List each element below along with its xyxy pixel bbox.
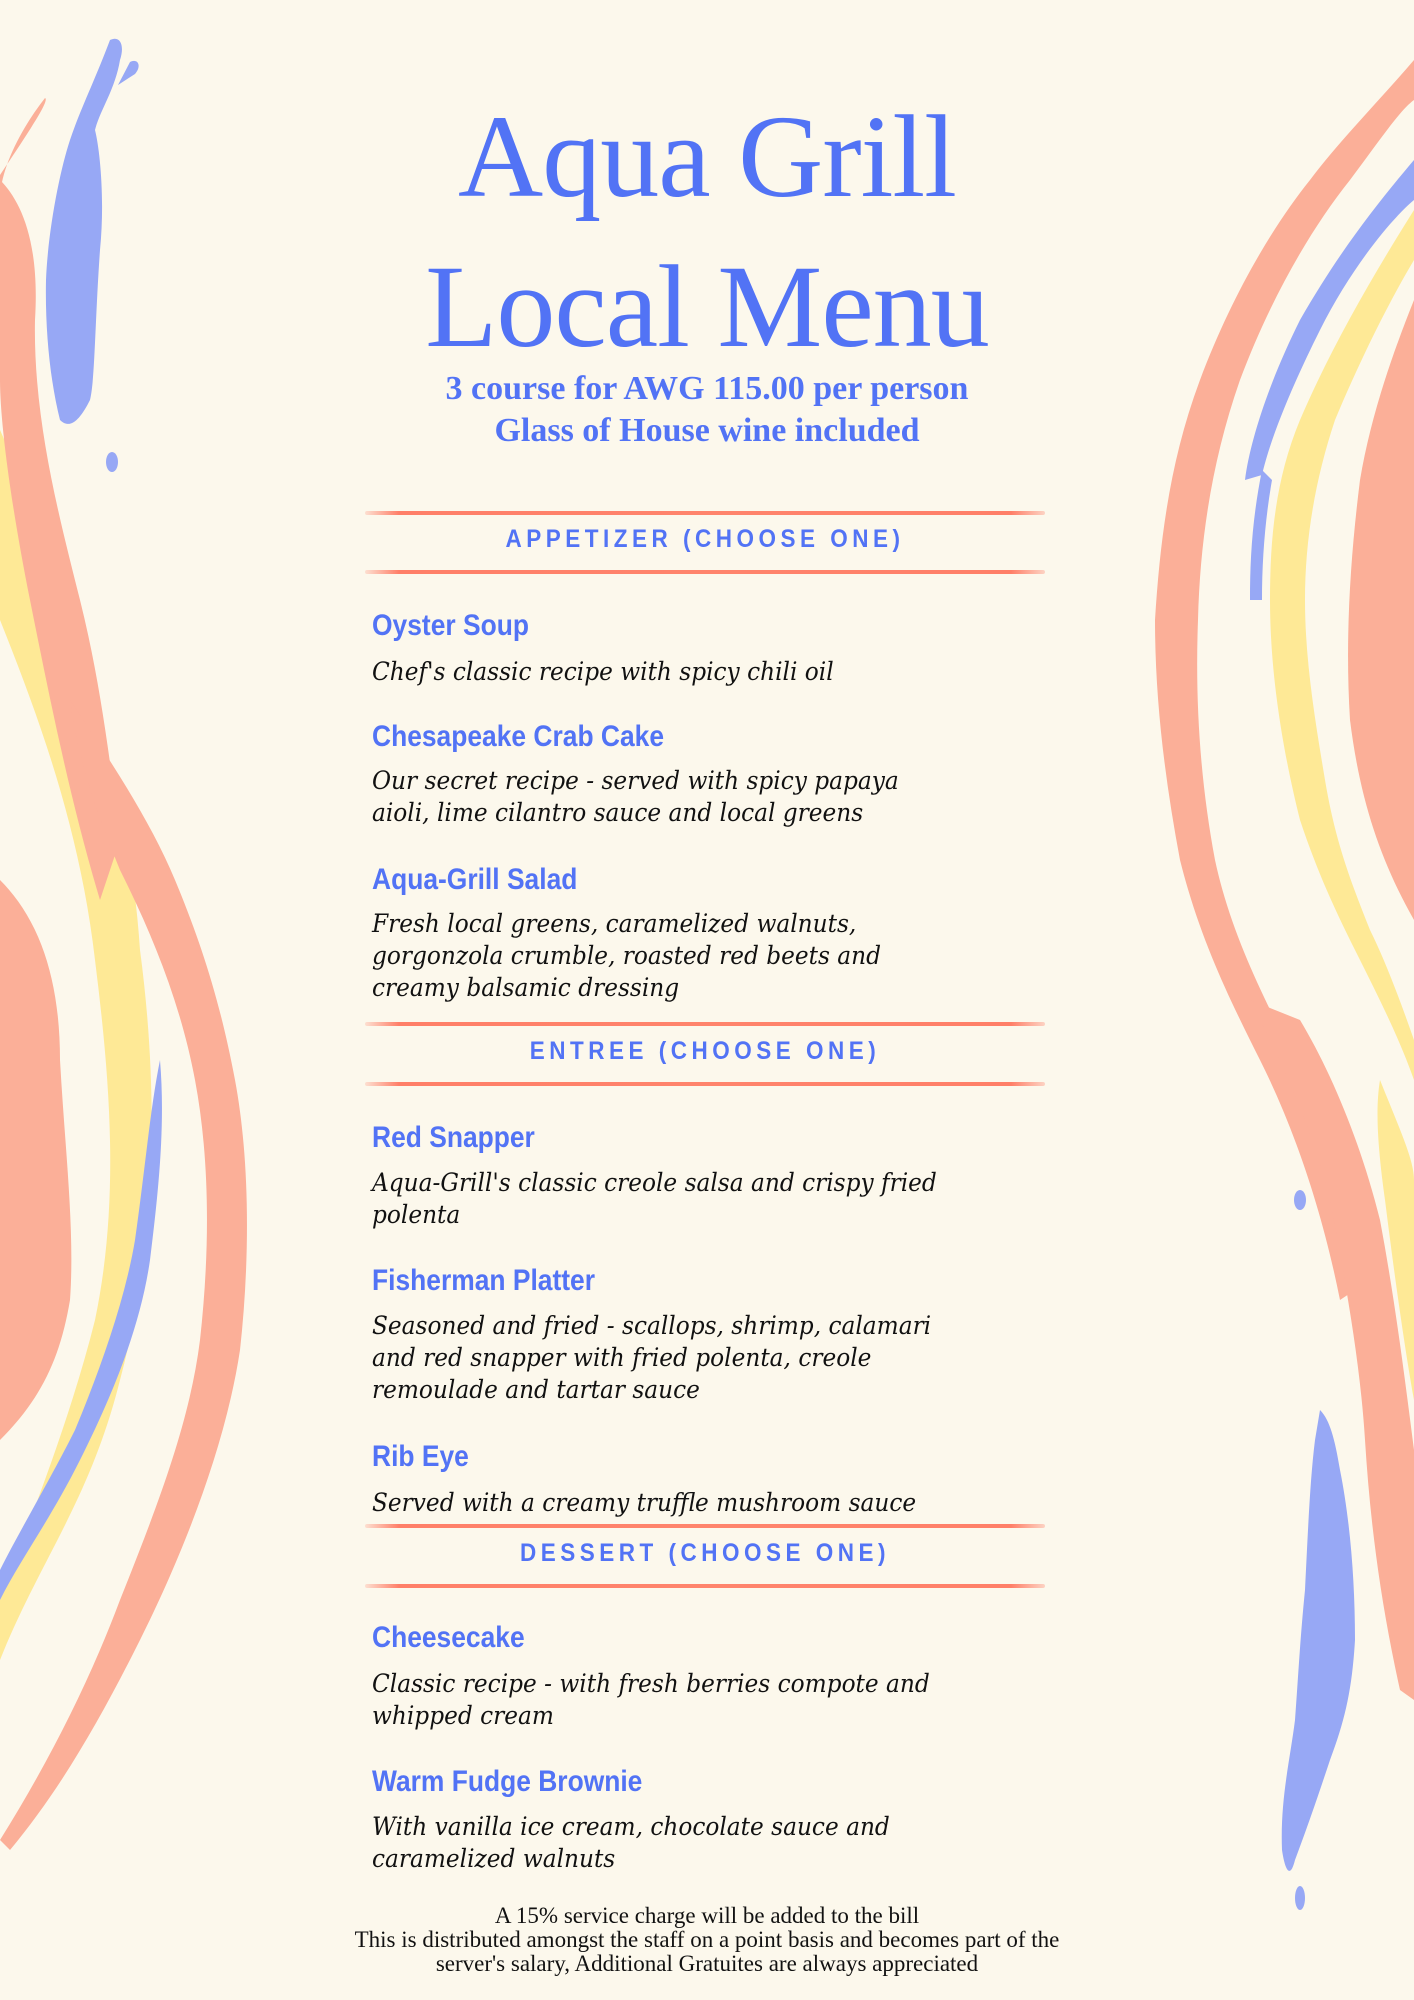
menu-title-line2: Local Menu — [425, 241, 989, 372]
menu-item-description: Chef's classic recipe with spicy chili oil — [372, 657, 834, 686]
menu-item-description: Served with a creamy truffle mushroom sauce — [372, 1488, 917, 1517]
menu-item-name: Rib Eye — [372, 1440, 469, 1473]
menu-title-line1: Aqua Grill — [458, 91, 956, 222]
menu-item-description-line: With vanilla ice cream, chocolate sauce and — [372, 1812, 890, 1841]
menu-item-description-line: remoulade and tartar sauce — [372, 1375, 700, 1404]
gratuity-note-line1: This is distributed amongst the staff on a point basis and becomes part of the — [354, 1927, 1060, 1952]
menu-item-name: Aqua-Grill Salad — [372, 863, 578, 896]
menu-item-description-line: caramelized walnuts — [372, 1844, 616, 1873]
price-info: 3 course for AWG 115.00 per person — [445, 370, 969, 407]
menu-item-description-line: Aqua-Grill's classic creole salsa and crispy fried — [372, 1168, 937, 1197]
section-divider-bottom — [365, 1584, 1045, 1588]
menu-item-description-line: polenta — [372, 1200, 461, 1229]
wine-info: Glass of House wine included — [494, 412, 920, 449]
menu-item-name: Red Snapper — [372, 1121, 535, 1154]
menu-item-description-line: Classic recipe - with fresh berries compote and — [372, 1669, 930, 1698]
section-header-appetizer: APPETIZER (CHOOSE ONE) — [505, 525, 905, 553]
menu-item-name: Cheesecake — [372, 1621, 525, 1654]
menu-item-description-line: Our secret recipe - served with spicy papaya — [372, 766, 899, 795]
service-charge-note: A 15% service charge will be added to the bill — [494, 1903, 920, 1928]
menu-item-name: Fisherman Platter — [372, 1264, 596, 1297]
menu-item-description-line: Fresh local greens, caramelized walnuts, — [372, 909, 857, 938]
menu-item-description-line: aioli, lime cilantro sauce and local greens — [372, 798, 864, 827]
menu-item-description-line: creamy balsamic dressing — [372, 973, 680, 1002]
section-header-dessert: DESSERT (CHOOSE ONE) — [519, 1539, 891, 1567]
menu-item-description-line: whipped cream — [372, 1701, 554, 1730]
gratuity-note-line2: server's salary, Additional Gratuites are always appreciated — [435, 1951, 979, 1976]
menu-item-name: Warm Fudge Brownie — [372, 1765, 643, 1798]
section-divider-top — [365, 511, 1045, 515]
menu-item-name: Oyster Soup — [372, 609, 529, 642]
menu-item-name: Chesapeake Crab Cake — [372, 720, 665, 753]
section-header-entree: ENTREE (CHOOSE ONE) — [529, 1037, 881, 1065]
menu-item-description-line: Seasoned and fried - scallops, shrimp, calamari — [372, 1311, 932, 1340]
section-divider-bottom — [365, 1082, 1045, 1086]
section-divider-top — [365, 1524, 1045, 1528]
menu-item-description-line: and red snapper with fried polenta, creole — [372, 1343, 872, 1372]
section-divider-top — [365, 1022, 1045, 1026]
section-divider-bottom — [365, 570, 1045, 574]
menu-item-description-line: gorgonzola crumble, roasted red beets and — [372, 941, 882, 970]
